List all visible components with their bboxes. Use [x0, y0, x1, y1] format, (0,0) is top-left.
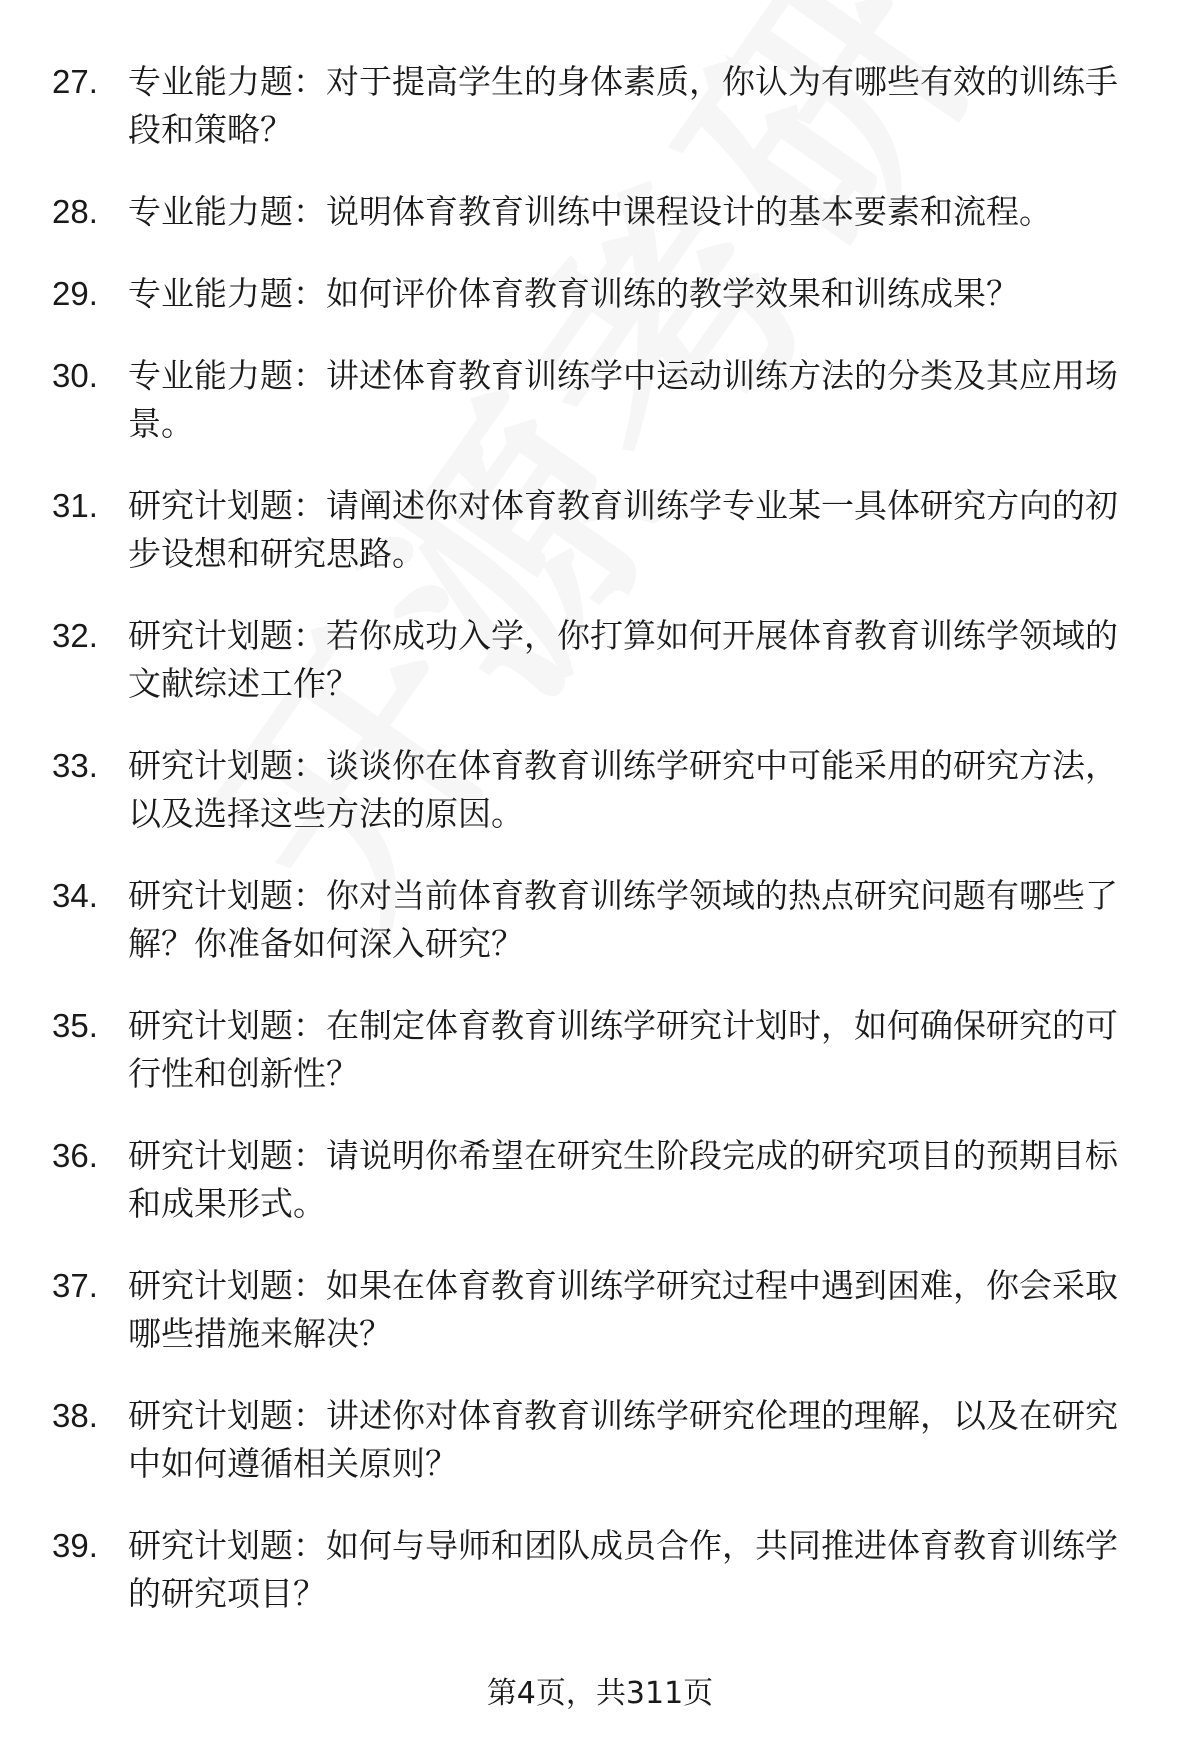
question-text: 研究计划题：在制定体育教育训练学研究计划时，如何确保研究的可行性和创新性？: [128, 1006, 1118, 1093]
question-item: [0, 58, 1200, 154]
question-number: 29.: [52, 275, 98, 312]
question-text: 研究计划题：若你成功入学，你打算如何开展体育教育训练学领域的文献综述工作？: [128, 616, 1118, 703]
question-text: 研究计划题：如何与导师和团队成员合作，共同推进体育教育训练学的研究项目？: [128, 1526, 1118, 1613]
question-number: 28.: [52, 193, 98, 230]
question-item: [0, 482, 1200, 578]
question-number: 33.: [52, 747, 98, 784]
question-item: [0, 742, 1200, 838]
question-text: 专业能力题：如何评价体育教育训练的教学效果和训练成果？: [128, 274, 1019, 313]
question-text: 研究计划题：讲述你对体育教育训练学研究伦理的理解，以及在研究中如何遵循相关原则？: [128, 1396, 1118, 1483]
question-text: 研究计划题：请阐述你对体育教育训练学专业某一具体研究方向的初步设想和研究思路。: [128, 486, 1118, 573]
question-text: 专业能力题：说明体育教育训练中课程设计的基本要素和流程。: [128, 192, 1052, 231]
question-item: [0, 1522, 1200, 1618]
question-item: [0, 1392, 1200, 1488]
question-number: 37.: [52, 1267, 98, 1304]
question-item: [0, 612, 1200, 708]
question-number: 30.: [52, 357, 98, 394]
question-number: 31.: [52, 487, 98, 524]
question-number: 34.: [52, 877, 98, 914]
question-number: 35.: [52, 1007, 98, 1044]
page-number-label: 第4页，共311页: [486, 1676, 714, 1711]
question-item: [0, 188, 1200, 236]
question-number: 38.: [52, 1397, 98, 1434]
question-item: [0, 1262, 1200, 1358]
question-text: 研究计划题：如果在体育教育训练学研究过程中遇到困难，你会采取哪些措施来解决？: [128, 1266, 1118, 1353]
question-text: 研究计划题：谈谈你在体育教育训练学研究中可能采用的研究方法，以及选择这些方法的原因。: [128, 746, 1118, 833]
question-text: 专业能力题：对于提高学生的身体素质，你认为有哪些有效的训练手段和策略？: [128, 62, 1118, 149]
question-number: 27.: [52, 63, 98, 100]
question-list: [0, 58, 1200, 1618]
question-item: [0, 270, 1200, 318]
question-text: 专业能力题：讲述体育教育训练学中运动训练方法的分类及其应用场景。: [128, 356, 1118, 443]
question-item: [0, 1002, 1200, 1098]
page-footer: [0, 1672, 1200, 1716]
question-item: [0, 872, 1200, 968]
question-text: 研究计划题：请说明你希望在研究生阶段完成的研究项目的预期目标和成果形式。: [128, 1136, 1118, 1223]
question-number: 39.: [52, 1527, 98, 1564]
question-number: 32.: [52, 617, 98, 654]
question-text: 研究计划题：你对当前体育教育训练学领域的热点研究问题有哪些了解？你准备如何深入研究？: [128, 876, 1118, 963]
question-item: [0, 1132, 1200, 1228]
question-number: 36.: [52, 1137, 98, 1174]
question-item: [0, 352, 1200, 448]
